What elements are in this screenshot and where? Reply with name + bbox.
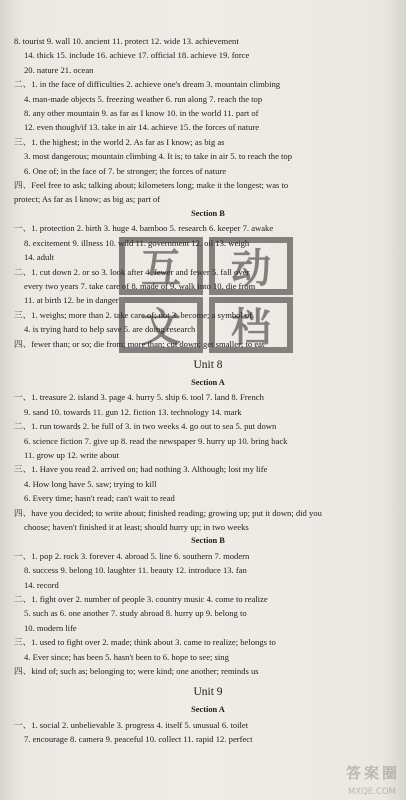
stamp-char: 圈: [382, 764, 398, 782]
answer-line: 6. science fiction 7. give up 8. read the newspaper 9. hurry up 10. bring back: [24, 435, 288, 446]
unit-heading: Unit 8: [193, 358, 223, 371]
answer-line: 二、1. run towards 2. be full of 3. in two weeks 4. go out to sea 5. put down: [14, 421, 277, 432]
answer-line: 4. Ever since; has been 5. hasn't been to 6. hope to see; sing: [24, 651, 229, 662]
answer-line: 7. encourage 8. camera 9. peaceful 10. collect 11. rapid 12. perfect: [24, 734, 253, 745]
answer-line: 四、Feel free to ask; talking about; kilometers long; make it the longest; was to: [14, 180, 289, 191]
answer-line: 二、1. fight over 2. number of people 3. country music 4. come to realize: [14, 594, 268, 605]
answer-line: 8. any other mountain 9. as far as I know 10. in the world 11. part of: [24, 108, 259, 119]
answer-line: 8. success 9. belong 10. laughter 11. beauty 12. introduce 13. fan: [24, 565, 247, 576]
answer-line: 三、1. weighs; more than 2. take care of; not 3. become; a symbol of: [14, 309, 253, 320]
answer-line: 14. thick 15. include 16. achieve 17. official 18. achieve 19. force: [24, 50, 250, 61]
answer-line: 一、1. pop 2. rock 3. forever 4. abroad 5. line 6. southern 7. modern: [14, 550, 250, 561]
answer-line: 5. such as 6. one another 7. study abroad 8. hurry up 9. belong to: [24, 608, 247, 619]
answer-line: 10. modern life: [24, 622, 77, 633]
watermark-char: 档: [231, 305, 271, 351]
answer-line: 三、1. used to fight over 2. made; think about 3. came to realize; belongs to: [14, 637, 276, 648]
answer-line: 一、1. treasure 2. island 3. page 4. hurry 5. ship 6. tool 7. land 8. French: [14, 392, 264, 403]
section-heading: Section B: [191, 208, 225, 218]
answer-line: 8. excitement 9. illness 10. wild 11. government 12. oil 13. weigh: [24, 237, 250, 248]
section-heading: Section A: [191, 705, 225, 715]
answer-line: 4. is trying hard to help save 5. are doing research: [24, 324, 196, 335]
answer-line: 8. tourist 9. wall 10. ancient 11. protect 12. wide 13. achievement: [14, 36, 239, 46]
watermark-char: 文: [141, 305, 181, 351]
stamp-char: 案: [364, 764, 380, 782]
site-stamp: [344, 758, 406, 800]
answer-line: 四、kind of; such as; belonging to; were kind; one another; reminds us: [14, 666, 259, 677]
answer-line: 9. sand 10. towards 11. gun 12. fiction 13. technology 14. mark: [24, 406, 242, 417]
unit-heading: Unit 9: [193, 686, 223, 699]
section-heading: Section B: [191, 536, 225, 546]
answer-line: 一、1. protection 2. birth 3. huge 4. bamboo 5. research 6. keeper 7. awake: [14, 223, 274, 234]
answer-line: 二、1. in the face of difficulties 2. achieve one's dream 3. mountain climbing: [14, 79, 281, 90]
answer-line: 14. adult: [24, 252, 55, 263]
answer-line: 4. How long have 5. saw; trying to kill: [24, 478, 157, 489]
answer-line: 11. grow up 12. write about: [24, 449, 119, 460]
answer-line: choose; haven't finished it at least; should hurry up; in two weeks: [24, 522, 249, 532]
answer-line: 4. man-made objects 5. freezing weather 6. run along 7. reach the top: [24, 93, 263, 104]
answer-line: 四、fewer than; or so; die from; more than; cut down; get smaller; to eat: [14, 338, 265, 349]
section-heading: Section A: [191, 377, 225, 387]
answer-line: 三、1. the highest; in the world 2. As far as I know; as big as: [14, 136, 225, 147]
answer-line: 四、have you decided; to write about; finished reading; growing up; put it down; did you: [14, 507, 322, 518]
answer-line: 11. at birth 12. be in danger: [24, 295, 119, 306]
answer-line: 一、1. social 2. unbelievable 3. progress 4. itself 5. unusual 6. toilet: [14, 719, 249, 730]
watermark-char: 互: [141, 246, 181, 292]
answer-line: 3. most dangerous; mountain climbing 4. It is; to take in air 5. to reach the top: [24, 151, 293, 162]
stamp-char: 答: [346, 764, 362, 782]
answer-line: 6. One of; in the face of 7. be stronger; the forces of nature: [24, 165, 227, 176]
answer-line: 20. nature 21. ocean: [24, 64, 94, 75]
answer-line: 二、1. cut down 2. or so 3. look after 4. fewer and fewer 5. fall over: [14, 266, 250, 277]
answer-line: 三、1. Have you read 2. arrived on; had nothing 3. Although; lost my life: [14, 464, 268, 475]
stamp-site: MXQE.COM: [348, 787, 396, 797]
answer-line: every two years 7. take care of 8. made of 9. walk into 10. die from: [24, 280, 256, 291]
answer-content: [14, 34, 402, 747]
answer-line: 12. even though/if 13. take in air 14. achieve 15. the forces of nature: [24, 122, 260, 133]
answer-line: 6. Every time; hasn't read; can't wait to read: [24, 493, 175, 504]
answer-line: 14. record: [24, 579, 59, 590]
answer-line: protect; As far as I know; as big as; part of: [14, 194, 161, 205]
watermark-char: 动: [231, 246, 271, 292]
